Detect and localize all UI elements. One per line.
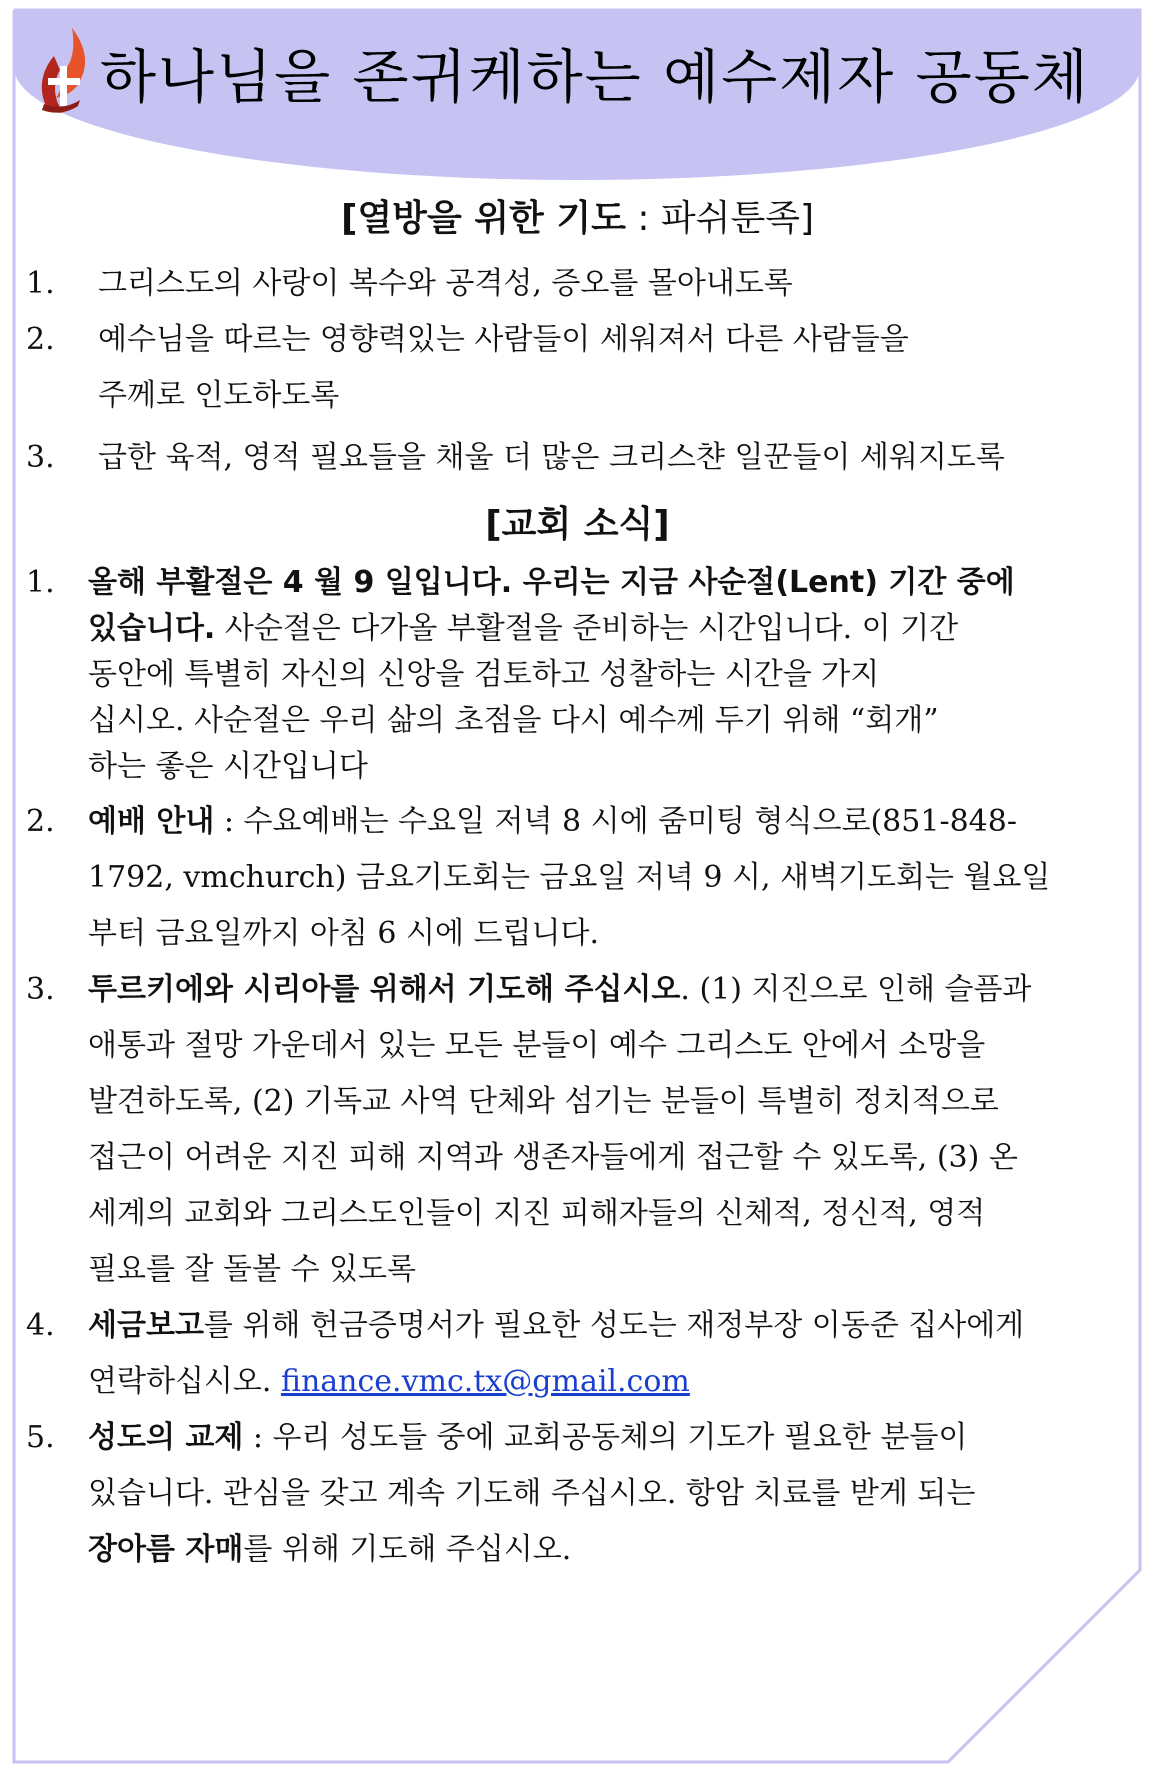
news-item-bold-text: 있습니다. <box>88 611 216 646</box>
prayer-item-number: 2. <box>26 322 55 357</box>
news-item-text: 연락하십시오. <box>88 1364 281 1399</box>
prayer-section-title <box>0 190 1155 241</box>
prayer-item-number: 3. <box>26 440 55 475</box>
news-item-text: 를 위해 기도해 주십시오. <box>243 1532 572 1567</box>
news-item-bold-text: 세금보고 <box>88 1308 204 1343</box>
news-item-text: 1792, vmchurch) 금요기도회는 금요일 저녁 9 시, 새벽기도회는 월요일 <box>88 860 1051 895</box>
news-item-text: 필요를 잘 돌볼 수 있도록 <box>88 1252 416 1287</box>
news-item-bold-text: 투르키에와 시리아를 위해서 기도해 주십시오 <box>88 972 681 1007</box>
prayer-item-text: 급한 육적, 영적 필요들을 채울 더 많은 크리스챤 일꾼들이 세워지도록 <box>98 440 1005 475</box>
prayer-item-text: 예수님을 따르는 영향력있는 사람들이 세워져서 다른 사람들을 <box>98 322 909 357</box>
news-item-text: 하는 좋은 시간입니다 <box>88 749 368 784</box>
news-item-text: . (1) 지진으로 인해 슬픔과 <box>680 972 1032 1007</box>
news-item-number: 2. <box>26 804 55 839</box>
news-item-text: 애통과 절망 가운데서 있는 모든 분들이 예수 그리스도 안에서 소망을 <box>88 1028 986 1063</box>
news-item-number: 1. <box>26 565 55 600</box>
prayer-item-number: 1. <box>26 266 55 301</box>
news-item-text: 접근이 어려운 지진 피해 지역과 생존자들에게 접근할 수 있도록, (3) 온 <box>88 1140 1018 1175</box>
prayer-item-text: 그리스도의 사랑이 복수와 공격성, 증오를 몰아내도록 <box>98 266 793 301</box>
news-item-bold-text: 장아름 자매 <box>88 1532 244 1567</box>
prayer-title-bold: [열방을 위한 기도 <box>340 198 626 239</box>
news-item-text: 십시오. 사순절은 우리 삶의 초점을 다시 예수께 두기 위해 “회개” <box>88 703 939 738</box>
news-item-text: 발견하도록, (2) 기독교 사역 단체와 섬기는 분들이 특별히 정치적으로 <box>88 1084 999 1119</box>
prayer-title-rest: : 파쉬툰족] <box>625 198 815 239</box>
news-item-text: 사순절은 다가올 부활절을 준비하는 시간입니다. 이 기간 <box>215 611 959 646</box>
news-item-text: 부터 금요일까지 아침 6 시에 드립니다. <box>88 916 600 951</box>
news-item-number: 3. <box>26 972 55 1007</box>
news-item-text: : 우리 성도들 중에 교회공동체의 기도가 필요한 분들이 <box>243 1420 968 1455</box>
news-item-text: 를 위해 헌금증명서가 필요한 성도는 재정부장 이동준 집사에게 <box>203 1308 1025 1343</box>
news-title: [교회 소식] <box>485 504 670 545</box>
news-item-bold-text: 올해 부활절은 4 월 9 일입니다. 우리는 지금 사순절(Lent) 기간 중에 <box>88 565 1015 600</box>
news-section-title <box>0 496 1155 547</box>
finance-email-link[interactable]: finance.vmc.tx@gmail.com <box>280 1364 690 1399</box>
news-item-text: 있습니다. 관심을 갖고 계속 기도해 주십시오. 항암 치료를 받게 되는 <box>88 1476 976 1511</box>
news-item-bold-text: 예배 안내 <box>88 804 215 839</box>
news-item-bold-text: 성도의 교제 <box>88 1420 244 1455</box>
news-item-number: 5. <box>26 1420 55 1455</box>
news-item-text: 세계의 교회와 그리스도인들이 지진 피해자들의 신체적, 정신적, 영적 <box>88 1196 986 1231</box>
news-item-number: 4. <box>26 1308 55 1343</box>
church-flame-cross-icon <box>34 26 94 116</box>
page-title: 하나님을 존귀케하는 예수제자 공동체 <box>100 43 1090 111</box>
news-item-text: 동안에 특별히 자신의 신앙을 검토하고 성찰하는 시간을 가지 <box>88 657 880 692</box>
news-item-text: : 수요예배는 수요일 저녁 8 시에 줌미팅 형식으로(851-848- <box>214 804 1017 839</box>
prayer-item-text: 주께로 인도하도록 <box>98 378 340 413</box>
